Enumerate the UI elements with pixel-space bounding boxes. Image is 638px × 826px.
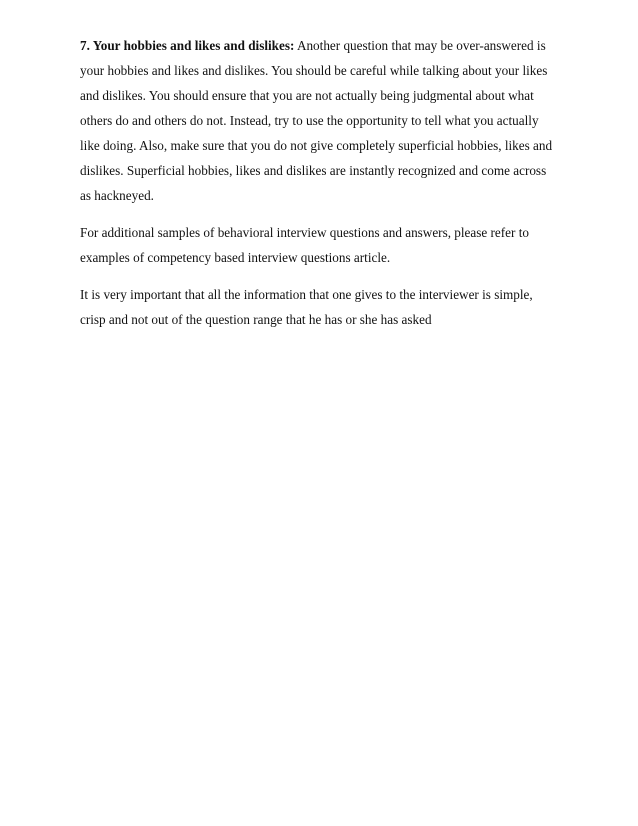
paragraph-line: others do and others do not. Instead, try to use the opportunity to tell what you actually <box>80 113 539 128</box>
paragraph-line: your hobbies and likes and dislikes. You should be careful while talking about your likes <box>80 63 548 78</box>
document-body <box>80 33 558 344</box>
paragraph-line: dislikes. Superficial hobbies, likes and dislikes are instantly recognized and come across <box>80 163 547 178</box>
paragraph-line: 7. Your hobbies and likes and dislikes: Another question that may be over-answered is <box>80 38 546 53</box>
paragraph-line: as hackneyed. <box>80 188 154 203</box>
paragraph-line: and dislikes. You should ensure that you are not actually being judgmental about what <box>80 88 534 103</box>
paragraph-line: like doing. Also, make sure that you do not give completely superficial hobbies, likes and <box>80 138 553 153</box>
question-heading: 7. Your hobbies and likes and dislikes: <box>80 38 295 53</box>
paragraph-line: crisp and not out of the question range that he has or she has asked <box>80 312 432 327</box>
paragraph-additional-samples <box>80 220 558 270</box>
paragraph-conclusion <box>80 282 558 332</box>
paragraph-line: For additional samples of behavioral interview questions and answers, please refer to <box>80 225 529 240</box>
paragraph-hobbies <box>80 33 558 208</box>
paragraph-line: examples of competency based interview questions article. <box>80 250 391 265</box>
paragraph-line: It is very important that all the information that one gives to the interviewer is simple, <box>80 287 533 302</box>
